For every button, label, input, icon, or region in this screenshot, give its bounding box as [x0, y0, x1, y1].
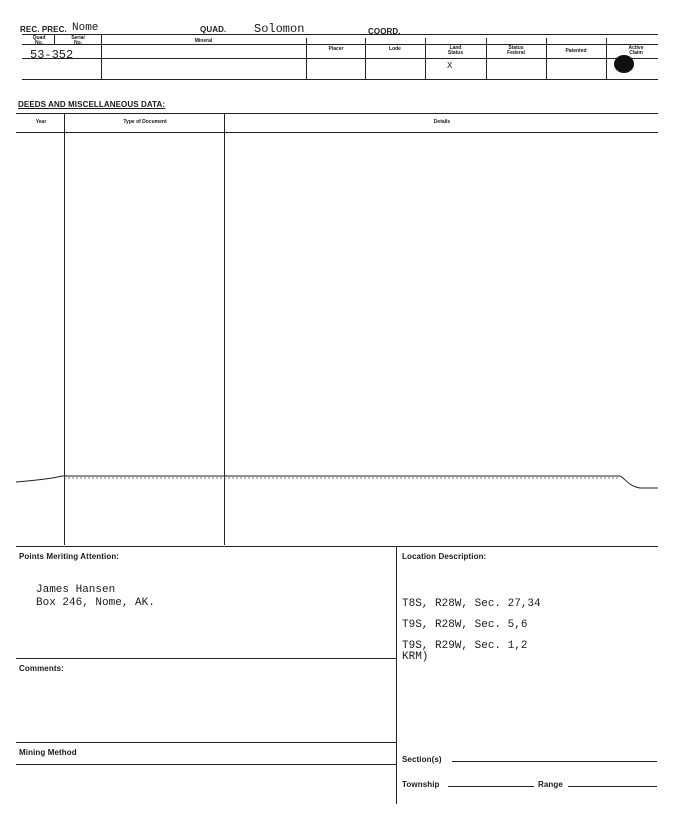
township-label: Township — [402, 780, 440, 789]
col-lode: Lode — [389, 46, 401, 52]
sections-label: Section(s) — [402, 755, 442, 764]
col-type-of-document: Type of Document — [123, 119, 167, 125]
points-line-2: Box 246, Nome, AK. — [36, 597, 155, 609]
rec-prec-label: REC. PREC. — [20, 25, 67, 34]
range-label: Range — [538, 780, 563, 789]
quad-label: QUAD. — [200, 25, 227, 34]
col-serial-no: Serial No. — [71, 35, 85, 46]
points-line-1: James Hansen — [36, 584, 116, 596]
quad-serial-value: 53-352 — [30, 48, 74, 62]
col-patented: Patented — [565, 48, 587, 54]
points-label: Points Meriting Attention: — [19, 552, 120, 561]
col-status-federal: Status Federal — [507, 45, 525, 56]
mining-method-label: Mining Method — [19, 748, 77, 757]
col-active-claim: Active Claim — [628, 45, 644, 56]
fold-line — [0, 470, 678, 500]
deeds-title: DEEDS AND MISCELLANEOUS DATA: — [18, 100, 166, 109]
col-details: Details — [433, 119, 451, 125]
location-line-3: T9S, R29W, Sec. 1,2 — [402, 640, 528, 652]
col-mineral: Mineral — [194, 38, 213, 44]
land-status-value: X — [447, 61, 453, 71]
col-year: Year — [35, 119, 47, 125]
col-land-status: Land Status — [447, 45, 464, 56]
col-quad-no: Quad No. — [32, 35, 46, 46]
coord-label: COORD. — [368, 27, 401, 36]
quad-value: Solomon — [254, 22, 305, 36]
location-line-4: KRM) — [402, 651, 429, 663]
location-line-1: T8S, R28W, Sec. 27,34 — [402, 598, 541, 610]
location-line-2: T9S, R28W, Sec. 5,6 — [402, 619, 528, 631]
comments-label: Comments: — [19, 664, 64, 673]
location-label: Location Description: — [402, 552, 487, 561]
rec-prec-value: Nome — [72, 22, 99, 34]
col-placer: Placer — [328, 46, 344, 52]
active-claim-dot — [614, 55, 634, 73]
